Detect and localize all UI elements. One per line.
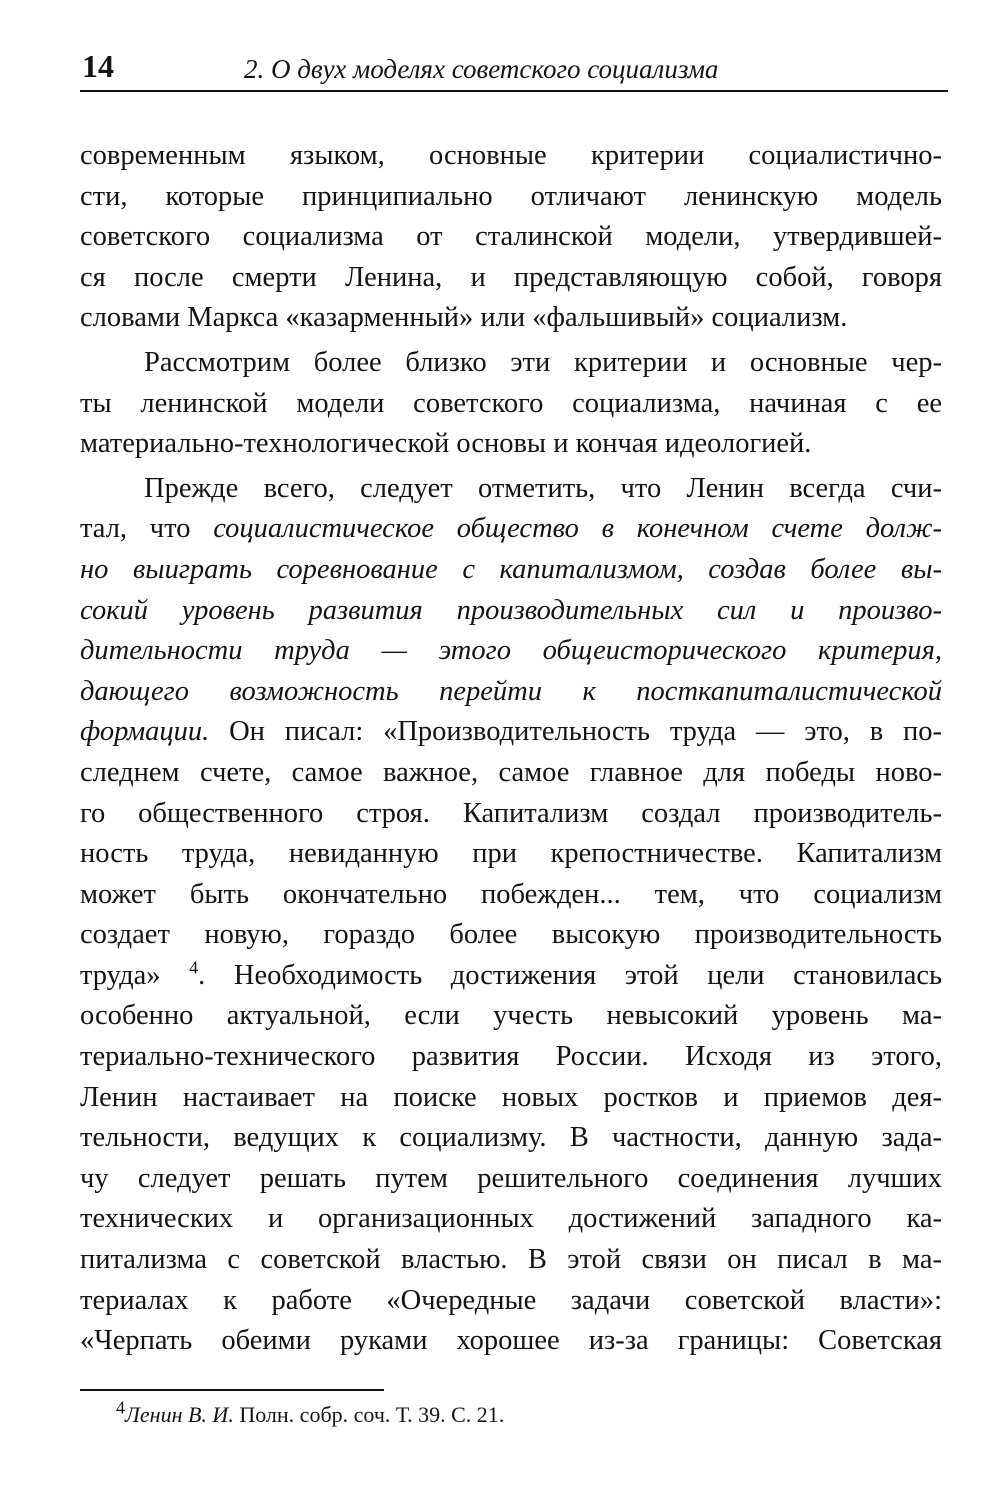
text-line: Рассмотрим более близко эти критерии и основные чер- [144, 346, 942, 378]
italic-run: формации. [80, 716, 210, 748]
running-title: 2. О двух моделях советского социализма [244, 54, 719, 84]
page-number: 14 [82, 48, 114, 84]
italic-run: социалистическое общество в конечном счете долж- [213, 513, 942, 545]
text-run: Он писал: «Производительность труда — это, в по- [209, 716, 942, 748]
text-line: словами Маркса «казарменный» или «фальшивый» социализм. [80, 302, 848, 334]
text-line [80, 956, 942, 997]
italic-run: но выиграть соревнование с капитализмом, создав более вы- [80, 553, 942, 585]
text-line [80, 509, 942, 550]
text-line: создает новую, гораздо более высокую производительность [80, 919, 942, 951]
text-line [80, 550, 942, 591]
body-text [80, 136, 942, 1362]
text-line: ты ленинской модели советского социализма, начиная с ее [80, 387, 942, 419]
text-line [80, 672, 942, 713]
text-line: может быть окончательно побежден... тем, что социализм [80, 878, 942, 910]
text-line: особенно актуальной, если учесть невысокий уровень ма- [80, 1000, 942, 1032]
text-line [80, 591, 942, 632]
footnote-marker: 4 [116, 1397, 125, 1418]
text-line: тельности, ведущих к социализму. В частности, данную зада- [80, 1122, 942, 1154]
text-line: следнем счете, самое важное, самое главное для победы ново- [80, 756, 942, 788]
text-line: питализма с советской властью. В этой связи он писал в ма- [80, 1244, 942, 1276]
page-header [80, 46, 948, 92]
footnote [116, 1397, 505, 1428]
text-line: териально-технического развития России. Исходя из этого, [80, 1041, 942, 1073]
text-line [80, 712, 942, 753]
text-line: ся после смерти Ленина, и представляющую собой, говоря [80, 261, 942, 293]
text-line: Ленин настаивает на поиске новых ростков и приемов дея- [80, 1081, 942, 1113]
text-line: сти, которые принципиально отличают ленинскую модель [80, 180, 942, 212]
italic-run: дительности труда — этого общеисторического критерия, [80, 635, 942, 667]
text-line: Прежде всего, следует отметить, что Ленин всегда счи- [144, 472, 942, 504]
text-line: технических и организационных достижений западного ка- [80, 1203, 942, 1235]
text-line: современным языком, основные критерии социалистично- [80, 140, 942, 171]
italic-run: сокий уровень развития производительных сил и произво- [80, 594, 942, 626]
text-line: «Черпать обеими руками хорошее из-за границы: Советская [80, 1325, 942, 1357]
text-line: советского социализма от сталинской модели, утвердившей- [80, 221, 942, 253]
text-line: материально-технологической основы и кончая идеологией. [80, 428, 812, 460]
text-line: ность труда, невиданную при крепостничестве. Капитализм [80, 838, 942, 870]
footnote-divider [80, 1389, 384, 1391]
text-line: чу следует решать путем решительного соединения лучших [80, 1162, 942, 1194]
footnote-author: Ленин В. И. [125, 1402, 234, 1427]
text-run: тал, что [80, 513, 214, 545]
text-run: . Необходимость достижения этой цели становилась [198, 959, 942, 991]
text-run: труда» [80, 959, 190, 991]
text-line: го общественного строя. Капитализм создал производитель- [80, 797, 942, 829]
footnote-text: Полн. собр. соч. Т. 39. С. 21. [233, 1402, 505, 1427]
italic-run: дающего возможность перейти к посткапиталистической [80, 675, 942, 707]
text-line: териалах к работе «Очередные задачи советской власти»: [80, 1284, 942, 1316]
text-line [80, 631, 942, 672]
footnote-reference[interactable]: 4 [189, 957, 199, 978]
